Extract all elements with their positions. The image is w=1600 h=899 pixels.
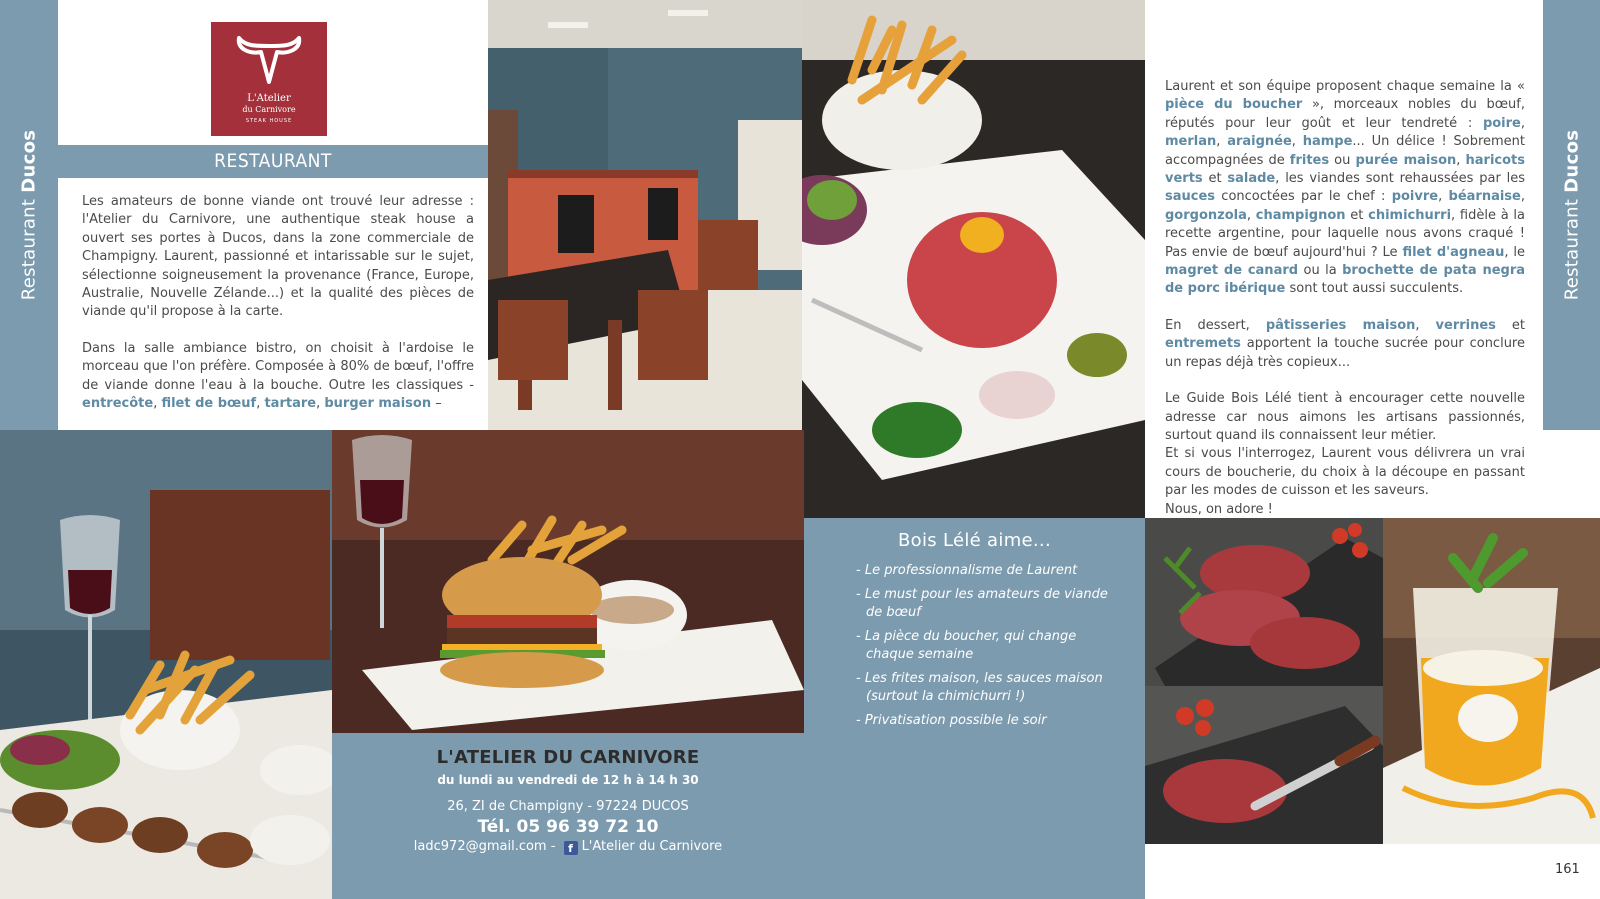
highlighted-term: merlan bbox=[1165, 134, 1217, 150]
text-run: – bbox=[431, 396, 442, 412]
highlighted-term: filet d'agneau bbox=[1402, 244, 1505, 260]
contact-line bbox=[332, 839, 804, 855]
logo-line-1: L'Atelier bbox=[247, 93, 291, 104]
text-run: ... Un délice ! Sobrement accompagnées de bbox=[1165, 134, 1526, 168]
address: 26, ZI de Champigny - 97224 DUCOS bbox=[447, 799, 689, 814]
text-run: , bbox=[256, 396, 265, 412]
text-run: , bbox=[1291, 134, 1303, 150]
highlighted-term: poivre bbox=[1391, 189, 1439, 205]
intro-text bbox=[82, 193, 474, 431]
phone-number[interactable]: Tél. 05 96 39 72 10 bbox=[477, 817, 659, 837]
highlighted-term: verrines bbox=[1435, 317, 1496, 333]
paragraph bbox=[82, 340, 474, 414]
text-run: , le bbox=[1504, 244, 1525, 260]
likes-item: - La pièce du boucher, qui change chaque semaine bbox=[856, 628, 1126, 665]
main-text bbox=[1165, 78, 1525, 537]
contact-block bbox=[332, 733, 804, 899]
restaurant-logo bbox=[211, 22, 327, 136]
section-title: RESTAURANT bbox=[58, 145, 488, 178]
text-run: ou bbox=[1329, 152, 1356, 168]
page-number: 161 bbox=[1555, 862, 1580, 877]
restaurant-name: L'ATELIER DU CARNIVORE bbox=[436, 747, 700, 768]
likes-item: - Privatisation possible le soir bbox=[856, 712, 1126, 731]
text-run: et bbox=[1345, 207, 1369, 223]
text-run: , bbox=[1415, 317, 1436, 333]
paragraph bbox=[82, 193, 474, 322]
highlighted-term: filet de bœuf bbox=[161, 396, 257, 412]
likes-item: - Le professionnalisme de Laurent bbox=[856, 562, 1126, 581]
facebook-icon[interactable]: f bbox=[564, 841, 578, 855]
raw-steaks-photo bbox=[1145, 518, 1383, 686]
dessert-verrine-photo bbox=[1383, 518, 1600, 844]
brochettes-fries-photo bbox=[0, 430, 332, 899]
likes-title: Bois Lélé aime... bbox=[898, 530, 1051, 551]
text-run: Le Guide Bois Lélé tient à encourager cette nouvelle adresse car nous aimons les artisans passionnés, surtout quand ils connaissent leur métier. bbox=[1165, 391, 1525, 443]
tartare-dish-photo bbox=[802, 0, 1145, 518]
paragraph bbox=[1165, 78, 1525, 299]
side-label-left bbox=[19, 130, 40, 301]
text-run: Et si vous l'interrogez, Laurent vous délivrera un vrai cours de boucherie, du choix à la découpe en passant par les modes de cuisson et les saveurs. bbox=[1165, 446, 1525, 499]
text-run: , bbox=[1520, 189, 1526, 205]
highlighted-term: purée maison bbox=[1355, 152, 1457, 168]
text-run: , bbox=[1456, 152, 1466, 168]
highlighted-term: magret de canard bbox=[1165, 263, 1299, 279]
highlighted-term: haricots verts bbox=[1165, 152, 1525, 187]
side-strip-left bbox=[0, 0, 58, 430]
likes-box bbox=[804, 518, 1145, 899]
text-run: Les amateurs de bonne viande ont trouvé leur adresse : l'Atelier du Carnivore, une authentique steak house a ouvert ses portes à Ducos, dans la zone commerciale de Champigny. Laurent, passionné et intarissable sur le sujet, sélectionne soigneusement la provenance (France, Europe, Australie, Nouvelle Zélande...) et la qualité des pièces de viande qu'il propose à la carte. bbox=[82, 194, 474, 320]
logo-line-2: du Carnivore bbox=[242, 105, 296, 114]
text-run: ou la bbox=[1298, 263, 1343, 279]
paragraph bbox=[1165, 317, 1525, 372]
text-run: et bbox=[1495, 317, 1526, 333]
highlighted-term: gorgonzola bbox=[1165, 207, 1247, 223]
highlighted-term: béarnaise bbox=[1448, 189, 1521, 205]
highlighted-term: araignée bbox=[1227, 134, 1292, 150]
paragraph bbox=[1165, 390, 1525, 519]
text-run: concoctées par le chef : bbox=[1215, 189, 1392, 205]
highlighted-term: burger maison bbox=[324, 396, 432, 412]
highlighted-term: poire bbox=[1482, 115, 1521, 131]
text-run: , bbox=[1520, 115, 1525, 131]
logo-line-3: STEAK HOUSE bbox=[245, 118, 293, 124]
likes-list bbox=[856, 562, 1126, 735]
text-run: et bbox=[1202, 171, 1228, 187]
highlighted-term: frites bbox=[1289, 152, 1330, 168]
side-label-place: Ducos bbox=[1561, 129, 1582, 193]
bull-horns-icon bbox=[233, 34, 305, 86]
side-strip-right bbox=[1543, 0, 1600, 430]
text-run: , bbox=[316, 396, 325, 412]
side-label-right bbox=[1561, 130, 1582, 301]
highlighted-term: tartare bbox=[264, 396, 317, 412]
highlighted-term: pâtisseries maison bbox=[1265, 317, 1416, 333]
side-label-prefix: Restaurant bbox=[18, 198, 40, 301]
highlighted-term: pièce du boucher bbox=[1165, 97, 1303, 113]
email-link[interactable]: ladc972@gmail.com bbox=[413, 839, 547, 854]
text-run: , fidèle à la recette argentine, pour laquelle nous avons craqué ! Pas envie de bœuf aujourd'hui ? Le bbox=[1165, 207, 1525, 260]
text-run: , bbox=[153, 396, 162, 412]
text-run: , les viandes sont rehaussées par les bbox=[1275, 171, 1525, 187]
highlighted-term: brochette de pata negra de porc ibérique bbox=[1165, 263, 1526, 297]
highlighted-term: chimichurri bbox=[1368, 207, 1452, 223]
side-label-place: Ducos bbox=[18, 129, 40, 193]
text-run: Dans la salle ambiance bistro, on choisit à l'ardoise le morceau que l'on préfère. Composée à 80% de bœuf, l'offre de viande donne l'eau à la bouche. Outre les classiques - bbox=[82, 340, 474, 393]
text-run: , bbox=[1246, 207, 1256, 223]
highlighted-term: entrecôte bbox=[82, 396, 154, 412]
highlighted-term: entremets bbox=[1165, 336, 1241, 352]
facebook-link[interactable]: L'Atelier du Carnivore bbox=[581, 839, 723, 854]
text-run: », morceaux nobles du bœuf, réputés pour leur goût et leur tendreté : bbox=[1165, 97, 1525, 131]
likes-item: - Le must pour les amateurs de viande de bœuf bbox=[856, 586, 1126, 623]
text-run: En dessert, bbox=[1165, 317, 1266, 333]
highlighted-term: salade bbox=[1227, 171, 1276, 187]
contact-separator: - bbox=[546, 839, 560, 854]
text-run: Laurent et son équipe proposent chaque semaine la « bbox=[1165, 79, 1525, 94]
text-run: , bbox=[1438, 189, 1449, 205]
likes-item: - Les frites maison, les sauces maison (surtout la chimichurri !) bbox=[856, 670, 1126, 707]
text-run: sont tout aussi succulents. bbox=[1285, 281, 1464, 297]
text-run: apportent la touche sucrée pour conclure un repas déjà très copieux... bbox=[1165, 336, 1525, 370]
highlighted-term: hampe bbox=[1302, 134, 1353, 150]
text-run: , bbox=[1216, 134, 1228, 150]
highlighted-term: sauces bbox=[1165, 189, 1216, 205]
hampe-knife-photo bbox=[1145, 686, 1383, 844]
opening-hours: du lundi au vendredi de 12 h à 14 h 30 bbox=[437, 773, 699, 787]
restaurant-interior-photo bbox=[488, 0, 802, 430]
side-label-prefix: Restaurant bbox=[1561, 198, 1582, 301]
text-run: Nous, on adore ! bbox=[1165, 501, 1273, 517]
burger-photo bbox=[332, 430, 804, 733]
highlighted-term: champignon bbox=[1255, 207, 1346, 223]
